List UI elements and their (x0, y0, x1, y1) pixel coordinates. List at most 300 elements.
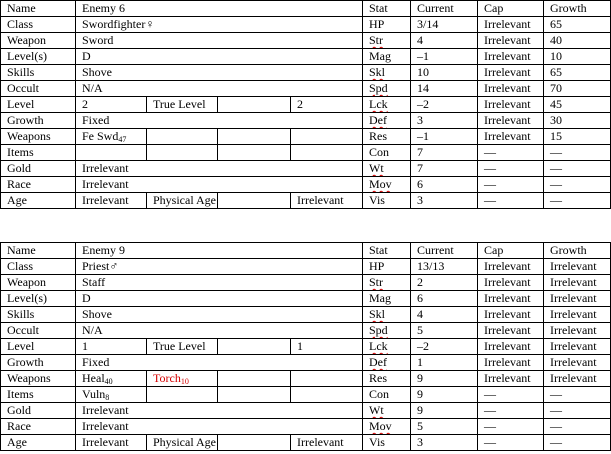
stat-name-text: Con (369, 145, 390, 159)
stat-cap-text: Irrelevant (484, 17, 531, 31)
stat-cap (478, 259, 544, 275)
stat-current-text: 1 (417, 355, 423, 369)
stat-current-text: –2 (417, 339, 429, 353)
field-label-text: Level(s) (7, 291, 47, 305)
stat-current-text: 4 (417, 307, 423, 321)
stat-cap (478, 113, 544, 129)
field-label-text: Race (7, 419, 31, 433)
stat-name (363, 355, 411, 371)
stat-name-text: Wt (369, 161, 384, 175)
field-label (1, 387, 76, 403)
field-label-text: Level (7, 97, 35, 111)
stat-name-text: Skl (369, 307, 386, 321)
field-value-4 (291, 387, 363, 403)
stat-cap-text: — (484, 403, 496, 417)
field-label (1, 355, 76, 371)
field-value-subscript: 40 (104, 377, 113, 386)
stat-current-text: 14 (417, 81, 429, 95)
stat-current (411, 65, 478, 81)
field-label-text: Class (7, 17, 34, 31)
field-label-text: Occult (7, 81, 39, 95)
field-label-text: Race (7, 177, 31, 191)
table-row (1, 323, 611, 339)
stat-growth (544, 371, 611, 387)
field-value-2 (147, 387, 218, 403)
stat-current (411, 33, 478, 49)
enemy-9-stat-table (0, 242, 611, 451)
stat-growth (544, 145, 611, 161)
stat-growth (544, 161, 611, 177)
stat-cap-text: — (484, 387, 496, 401)
field-label (1, 97, 76, 113)
stat-growth-text: 70 (550, 81, 562, 95)
stat-growth-text: Irrelevant (550, 291, 597, 305)
stat-name-text: HP (369, 17, 385, 31)
stat-name (363, 145, 411, 161)
stat-name (363, 17, 411, 33)
stat-current (411, 291, 478, 307)
field-value-subscript: 8 (105, 393, 110, 402)
field-label-text: Items (7, 145, 34, 159)
stat-name-text: Res (369, 129, 387, 143)
table-row (1, 371, 611, 387)
stat-current-text: –2 (417, 97, 429, 111)
stat-cap (478, 355, 544, 371)
field-value-text: 1 (82, 339, 88, 353)
stat-cap (478, 275, 544, 291)
field-label-text: Gold (7, 161, 31, 175)
field-value-4 (291, 371, 363, 387)
stat-name-text: Mag (369, 291, 391, 305)
field-label (1, 193, 76, 209)
stat-name-text: Stat (369, 243, 388, 257)
stat-cap (478, 177, 544, 193)
field-value (76, 355, 363, 371)
field-value-4 (291, 435, 363, 451)
stat-cap-text: Irrelevant (484, 291, 531, 305)
stat-growth-text: Growth (550, 243, 587, 257)
table-row (1, 1, 611, 17)
field-value-2 (147, 97, 218, 113)
field-value (76, 113, 363, 129)
stat-current-text: 9 (417, 371, 423, 385)
stat-growth (544, 33, 611, 49)
field-label (1, 339, 76, 355)
stat-cap (478, 161, 544, 177)
stat-cap-text: Irrelevant (484, 355, 531, 369)
field-value (76, 193, 147, 209)
field-label (1, 161, 76, 177)
stat-current-text: 2 (417, 275, 423, 289)
stat-cap-text: Cap (484, 243, 504, 257)
table-row (1, 403, 611, 419)
stat-current-text: 5 (417, 323, 423, 337)
stat-name (363, 307, 411, 323)
field-value (76, 129, 147, 145)
field-value-text: N/A (82, 81, 103, 95)
stat-current (411, 403, 478, 419)
field-value-text: D (82, 291, 91, 305)
field-label-text: Level(s) (7, 49, 47, 63)
stat-growth-text: — (550, 419, 562, 433)
stat-growth-text: 45 (550, 97, 562, 111)
stat-growth-text: Irrelevant (550, 275, 597, 289)
stat-current (411, 243, 478, 259)
stat-cap-text: Irrelevant (484, 33, 531, 47)
field-label-text: Level (7, 339, 35, 353)
field-label (1, 17, 76, 33)
stat-growth-text: 65 (550, 65, 562, 79)
stat-cap (478, 371, 544, 387)
field-value-2 (147, 129, 218, 145)
stat-growth (544, 97, 611, 113)
field-value-2 (147, 371, 218, 387)
stat-current (411, 307, 478, 323)
stat-name (363, 177, 411, 193)
field-value-text: Enemy 6 (82, 1, 125, 15)
stat-growth-text: — (550, 193, 562, 207)
stat-growth-text: — (550, 161, 562, 175)
stat-current-text: 9 (417, 387, 423, 401)
field-value-4 (291, 97, 363, 113)
stat-current (411, 161, 478, 177)
field-value-2 (147, 435, 218, 451)
stat-cap-text: — (484, 435, 496, 449)
stat-cap (478, 291, 544, 307)
stat-name-text: Str (369, 275, 384, 289)
field-value-text: Irrelevant (82, 161, 129, 175)
field-value-text: Fe Swd (82, 129, 119, 143)
field-label (1, 275, 76, 291)
stat-name-text: Mag (369, 49, 391, 63)
stat-name (363, 161, 411, 177)
enemy-9-rows (1, 243, 611, 451)
field-value-text: N/A (82, 323, 103, 337)
field-label-text: Class (7, 259, 34, 273)
field-value (76, 17, 363, 33)
field-value-2-text: Torch (153, 371, 181, 385)
stat-cap (478, 129, 544, 145)
stat-growth (544, 339, 611, 355)
table-row (1, 97, 611, 113)
stat-cap-text: Irrelevant (484, 323, 531, 337)
stat-growth-text: Irrelevant (550, 307, 597, 321)
field-label-text: Weapon (7, 275, 47, 289)
stat-current (411, 113, 478, 129)
field-value-text: Irrelevant (82, 193, 129, 207)
field-label-text: Name (7, 1, 36, 15)
table-row (1, 259, 611, 275)
field-label (1, 371, 76, 387)
field-label-text: Skills (7, 65, 35, 79)
field-value (76, 177, 363, 193)
table-row (1, 291, 611, 307)
field-label (1, 403, 76, 419)
stat-cap (478, 193, 544, 209)
stat-growth-text: 30 (550, 113, 562, 127)
stat-name (363, 129, 411, 145)
stat-name (363, 371, 411, 387)
field-label-text: Items (7, 387, 34, 401)
field-value (76, 339, 147, 355)
field-label-text: Gold (7, 403, 31, 417)
stat-current-text: 3/14 (417, 17, 439, 31)
stat-current (411, 145, 478, 161)
stat-current (411, 435, 478, 451)
stat-growth (544, 81, 611, 97)
stat-name-text: Con (369, 387, 390, 401)
field-value (76, 1, 363, 17)
stat-name-text: Def (369, 113, 387, 127)
stat-name-text: Lck (369, 339, 388, 353)
field-value-3 (218, 145, 291, 161)
field-value-4 (291, 145, 363, 161)
field-value (76, 49, 363, 65)
stat-growth (544, 65, 611, 81)
field-value (76, 387, 147, 403)
field-value (76, 161, 363, 177)
stat-growth-text: Irrelevant (550, 355, 597, 369)
field-label (1, 129, 76, 145)
table-row (1, 307, 611, 323)
stat-growth (544, 307, 611, 323)
field-label (1, 243, 76, 259)
field-value-4 (291, 193, 363, 209)
field-label (1, 65, 76, 81)
table-row (1, 435, 611, 451)
stat-growth (544, 49, 611, 65)
stat-current (411, 419, 478, 435)
field-value-text: D (82, 49, 91, 63)
field-value-3 (218, 387, 291, 403)
stat-cap (478, 419, 544, 435)
table-row (1, 355, 611, 371)
stat-cap-text: Irrelevant (484, 371, 531, 385)
field-value (76, 307, 363, 323)
stat-name (363, 275, 411, 291)
field-value-text: Irrelevant (82, 435, 129, 449)
stat-cap-text: Irrelevant (484, 259, 531, 273)
stat-cap (478, 81, 544, 97)
stat-growth-text: Irrelevant (550, 339, 597, 353)
stat-name (363, 81, 411, 97)
field-label-text: Name (7, 243, 36, 257)
table-row (1, 275, 611, 291)
stat-name-text: Res (369, 371, 387, 385)
field-label-text: Weapons (7, 371, 51, 385)
stat-growth (544, 129, 611, 145)
stat-cap (478, 323, 544, 339)
table-row (1, 243, 611, 259)
stat-current-text: Current (417, 243, 454, 257)
field-value-text: Shove (82, 307, 112, 321)
field-value-text: Fixed (82, 355, 110, 369)
field-value (76, 323, 363, 339)
stat-growth-text: — (550, 177, 562, 191)
field-label (1, 307, 76, 323)
field-value-text: Fixed (82, 113, 110, 127)
stat-name-text: Mov (369, 177, 392, 191)
stat-cap (478, 17, 544, 33)
stat-growth (544, 419, 611, 435)
stat-name-text: Stat (369, 1, 388, 15)
stat-growth (544, 355, 611, 371)
stat-current (411, 259, 478, 275)
field-value (76, 145, 147, 161)
stat-name (363, 1, 411, 17)
field-value-3 (218, 129, 291, 145)
field-value-4 (291, 339, 363, 355)
stat-growth (544, 387, 611, 403)
stat-current-text: 4 (417, 33, 423, 47)
field-label-text: Weapons (7, 129, 51, 143)
stat-current-text: 3 (417, 435, 423, 449)
field-value (76, 435, 147, 451)
table-row (1, 145, 611, 161)
stat-current-text: 7 (417, 161, 423, 175)
stat-cap-text: — (484, 145, 496, 159)
stat-name-text: Skl (369, 65, 386, 79)
field-label (1, 323, 76, 339)
stat-cap-text: Irrelevant (484, 275, 531, 289)
field-value-text: Irrelevant (82, 403, 129, 417)
stat-cap-text: Irrelevant (484, 307, 531, 321)
stat-name-text: Wt (369, 403, 384, 417)
table-row (1, 129, 611, 145)
stat-growth (544, 193, 611, 209)
stat-growth-text: — (550, 403, 562, 417)
table-row (1, 17, 611, 33)
table-row (1, 49, 611, 65)
stat-cap (478, 243, 544, 259)
field-value (76, 259, 363, 275)
field-label (1, 435, 76, 451)
stat-current-text: 3 (417, 193, 423, 207)
field-value-4-text: Irrelevant (297, 435, 344, 449)
stat-current-text: 9 (417, 403, 423, 417)
stat-cap-text: Irrelevant (484, 129, 531, 143)
stat-name (363, 97, 411, 113)
stat-name (363, 33, 411, 49)
stat-name (363, 65, 411, 81)
stat-cap-text: Irrelevant (484, 113, 531, 127)
field-value-subscript: 47 (118, 135, 127, 144)
field-label (1, 33, 76, 49)
field-value (76, 371, 147, 387)
field-value (76, 97, 147, 113)
stat-current (411, 17, 478, 33)
table-row (1, 65, 611, 81)
stat-name (363, 113, 411, 129)
stat-name (363, 339, 411, 355)
stat-cap (478, 1, 544, 17)
stat-current (411, 371, 478, 387)
field-value-4 (291, 129, 363, 145)
stat-current-text: 6 (417, 291, 423, 305)
field-label (1, 145, 76, 161)
field-value (76, 419, 363, 435)
stat-growth-text: — (550, 387, 562, 401)
field-label (1, 291, 76, 307)
stat-name-text: Def (369, 355, 387, 369)
field-label-text: Growth (7, 113, 44, 127)
field-value-text: Heal (82, 371, 105, 385)
stat-current (411, 355, 478, 371)
stat-name (363, 323, 411, 339)
stat-growth (544, 17, 611, 33)
stat-name (363, 435, 411, 451)
field-value (76, 65, 363, 81)
stat-cap-text: Irrelevant (484, 81, 531, 95)
stat-current (411, 81, 478, 97)
stat-cap (478, 49, 544, 65)
stat-cap-text: — (484, 419, 496, 433)
stat-growth (544, 323, 611, 339)
stat-name-text: Str (369, 33, 384, 47)
stat-current (411, 323, 478, 339)
stat-current (411, 129, 478, 145)
stat-growth-text: Irrelevant (550, 371, 597, 385)
field-value-3 (218, 371, 291, 387)
stat-current-text: 3 (417, 113, 423, 127)
field-value-text: Shove (82, 65, 112, 79)
stat-current (411, 387, 478, 403)
stat-growth (544, 403, 611, 419)
field-label-text: Occult (7, 323, 39, 337)
table-row (1, 177, 611, 193)
stat-cap (478, 97, 544, 113)
stat-cap-text: Irrelevant (484, 65, 531, 79)
stat-cap-text: — (484, 193, 496, 207)
field-label (1, 177, 76, 193)
table-row (1, 161, 611, 177)
field-value-2-text: Physical Age (153, 435, 216, 449)
field-value (76, 275, 363, 291)
field-value-2-text: True Level (153, 339, 206, 353)
stat-growth (544, 243, 611, 259)
stat-cap-text: — (484, 161, 496, 175)
field-label (1, 259, 76, 275)
stat-growth (544, 275, 611, 291)
field-label-text: Age (7, 435, 27, 449)
table-row (1, 339, 611, 355)
field-label-text: Growth (7, 355, 44, 369)
stat-current-text: –1 (417, 49, 429, 63)
stat-growth (544, 177, 611, 193)
field-value-text: Irrelevant (82, 177, 129, 191)
stat-cap-text: Cap (484, 1, 504, 15)
stat-growth-text: Growth (550, 1, 587, 15)
stat-cap-text: Irrelevant (484, 97, 531, 111)
stat-name-text: Spd (369, 323, 388, 337)
stat-current-text: 7 (417, 145, 423, 159)
stat-growth (544, 435, 611, 451)
table-row (1, 419, 611, 435)
stat-growth-text: 65 (550, 17, 562, 31)
stat-growth (544, 1, 611, 17)
stat-cap-text: Irrelevant (484, 49, 531, 63)
field-value-2 (147, 193, 218, 209)
field-value-text: Staff (82, 275, 106, 289)
table-row (1, 33, 611, 49)
stat-current-text: 5 (417, 419, 423, 433)
stat-current-text: –1 (417, 129, 429, 143)
stat-current (411, 177, 478, 193)
field-value-text: Sword (82, 33, 114, 47)
stat-cap (478, 33, 544, 49)
field-value-3 (218, 435, 291, 451)
stat-growth-text: Irrelevant (550, 323, 597, 337)
